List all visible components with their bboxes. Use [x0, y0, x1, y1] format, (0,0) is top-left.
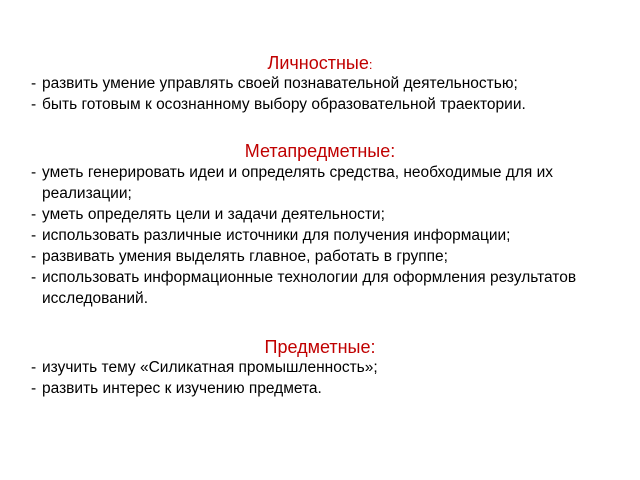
bullet-dash: -	[31, 206, 37, 223]
heading-metasubject: Метапредметные:	[244, 141, 396, 161]
item-text: использовать информационные технологии для оформления результатов исследований.	[42, 269, 577, 307]
bullet-dash: -	[31, 96, 37, 113]
bullet-dash: -	[31, 380, 37, 397]
heading-subject: Предметные:	[264, 337, 376, 357]
bullet-dash: -	[31, 227, 37, 244]
item-text: использовать различные источники для получения информации;	[42, 227, 511, 244]
list-item	[31, 94, 621, 115]
list-personal	[31, 73, 621, 115]
bullet-dash: -	[31, 269, 37, 286]
list-item	[31, 378, 621, 399]
item-text: изучить тему «Силикатная промышленность»;	[42, 359, 378, 376]
item-text: развить умение управлять своей познавательной деятельностью;	[42, 75, 518, 92]
item-text: развивать умения выделять главное, работать в группе;	[42, 248, 448, 265]
item-text: уметь генерировать идеи и определять средства, необходимые для их реализации;	[42, 164, 553, 202]
bullet-dash: -	[31, 248, 37, 265]
item-text: уметь определять цели и задачи деятельности;	[42, 206, 385, 223]
list-subject	[31, 357, 621, 399]
list-item	[31, 162, 621, 204]
list-item	[31, 73, 621, 94]
item-text: быть готовым к осознанному выбору образовательной траектории.	[42, 96, 526, 113]
list-item	[31, 204, 621, 225]
heading-personal-text: Личностные	[267, 53, 369, 73]
heading-personal-colon: :	[368, 57, 373, 72]
list-metasubject	[31, 162, 621, 309]
bullet-dash: -	[31, 359, 37, 376]
list-item	[31, 267, 621, 309]
bullet-dash: -	[31, 75, 37, 92]
bullet-dash: -	[31, 164, 37, 181]
list-item	[31, 246, 621, 267]
list-item	[31, 225, 621, 246]
list-item	[31, 357, 621, 378]
item-text: развить интерес к изучению предмета.	[42, 380, 322, 397]
